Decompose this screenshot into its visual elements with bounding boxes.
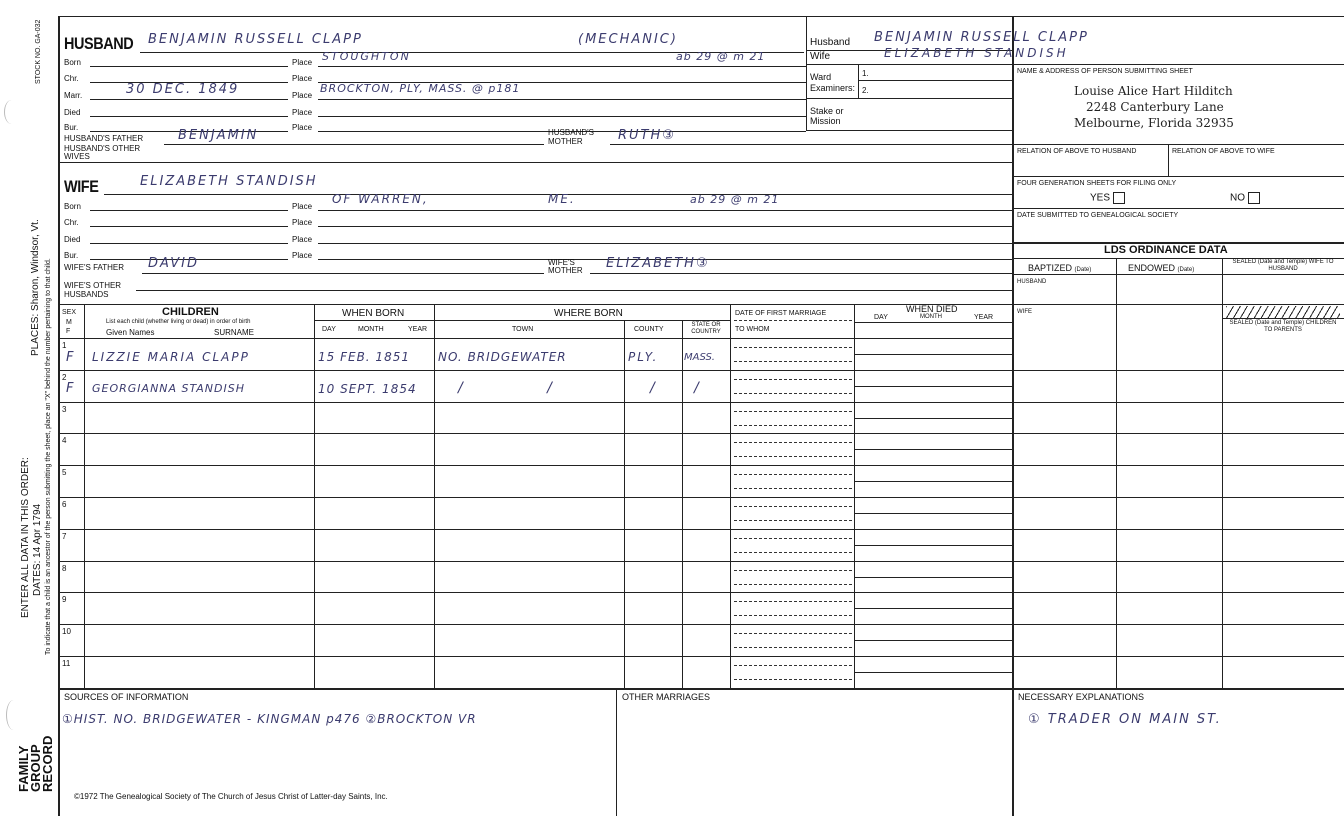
- child-1-name[interactable]: LIZZIE MARIA CLAPP: [92, 350, 250, 364]
- child-row-number: 11: [62, 659, 71, 668]
- surname-header: SURNAME: [214, 328, 255, 337]
- lds-row-divider: [1012, 497, 1344, 498]
- table-row-divider: [58, 402, 1012, 403]
- table-row-divider: [58, 370, 1012, 371]
- examiner-2: 2.: [862, 86, 869, 95]
- born-day-header: DAY: [322, 326, 336, 333]
- town-header: TOWN: [512, 326, 534, 333]
- wifes-father[interactable]: DAVID: [148, 256, 199, 271]
- endowed-text: ENDOWED: [1128, 263, 1175, 273]
- wife-label: WIFE: [64, 177, 99, 196]
- husband-chr-place-label: Place: [292, 74, 313, 83]
- child-row-number: 8: [62, 563, 67, 573]
- no-checkbox[interactable]: [1248, 192, 1260, 204]
- child-1-sex[interactable]: F: [66, 350, 76, 365]
- table-row-divider: [58, 592, 1012, 593]
- sealed-wife-label: SEALED (Date and Temple) WIFE TO HUSBAND: [1232, 259, 1334, 272]
- husband-died-place-label: Place: [292, 108, 313, 117]
- wife-born-state[interactable]: ME.: [548, 192, 576, 206]
- necessary-explanations-label: NECESSARY EXPLANATIONS: [1018, 692, 1145, 702]
- marriage-dash-line: [734, 520, 852, 521]
- baptized-label: [1028, 263, 1091, 273]
- submitter-label: NAME & ADDRESS OF PERSON SUBMITTING SHEET: [1017, 68, 1193, 75]
- when-died-header: WHEN DIED: [906, 304, 958, 314]
- marriage-dash-line: [734, 665, 852, 666]
- form-title: FAMILY GROUP RECORD: [16, 735, 55, 792]
- given-names-header: Given Names: [106, 328, 155, 337]
- died-divider: [854, 354, 1012, 355]
- husband-occupation[interactable]: (MECHANIC): [578, 32, 678, 47]
- marriage-dash-line: [734, 456, 852, 457]
- born-month-header: MONTH: [358, 326, 384, 333]
- husbands-mother-label: HUSBAND'S MOTHER: [548, 128, 594, 146]
- marriage-date[interactable]: 30 DEC. 1849: [126, 82, 240, 97]
- died-year-header: YEAR: [974, 314, 994, 321]
- husband-bur-label: Bur.: [64, 123, 79, 132]
- marriage-dash-line: [734, 347, 852, 348]
- stock-number: STOCK NO. GA-032: [35, 19, 42, 84]
- table-row-divider: [58, 497, 1012, 498]
- born-year-header: YEAR: [408, 326, 428, 333]
- husbands-other-wives-label: HUSBAND'S OTHER WIVES: [64, 144, 141, 161]
- marriage-dash-line: [734, 633, 852, 634]
- marriage-dash-line: [734, 601, 852, 602]
- marriage-dash-line: [734, 584, 852, 585]
- wife-died-place-label: Place: [292, 235, 313, 244]
- right-husband-label: Husband: [810, 37, 851, 48]
- child-row-number: 10: [62, 627, 71, 637]
- sources-label: SOURCES OF INFORMATION: [64, 692, 189, 702]
- sealed-children-label: SEALED (Date and Temple) CHILDREN TO PARENTS: [1229, 320, 1337, 333]
- lds-row-divider: [1012, 592, 1344, 593]
- lds-wife-label: WIFE: [1017, 309, 1032, 315]
- marriage-dash-line: [734, 506, 852, 507]
- lds-row-divider: [1012, 656, 1344, 657]
- marriage-dash-line: [734, 570, 852, 571]
- places-note: PLACES: Sharon, Windsor, Vt.: [30, 219, 41, 356]
- wife-name[interactable]: ELIZABETH STANDISH: [140, 174, 318, 189]
- wife-chr-label: Chr.: [64, 218, 79, 227]
- right-husband-name[interactable]: BENJAMIN RUSSELL CLAPP: [874, 30, 1089, 45]
- husband-died-label: Died: [64, 108, 81, 117]
- no-option[interactable]: [1230, 192, 1260, 204]
- yes-label: YES: [1090, 192, 1111, 204]
- marriage-dash-line: [734, 379, 852, 380]
- husband-born-note[interactable]: ab 29 @ m 21: [676, 50, 766, 63]
- lds-row-divider: [1012, 465, 1344, 466]
- right-wife-label: Wife: [810, 51, 830, 62]
- died-day-header: DAY: [874, 314, 888, 321]
- husbands-father-label: HUSBAND'S FATHER: [64, 134, 144, 143]
- where-born-header: WHERE BORN: [554, 308, 623, 319]
- marriage-dash-line: [734, 679, 852, 680]
- punch-hole: [6, 700, 21, 730]
- marriage-dash-line: [734, 552, 852, 553]
- wife-born-place-label: Place: [292, 202, 313, 211]
- child-row-number: 7: [62, 531, 67, 541]
- child-1-state[interactable]: MASS.: [684, 352, 715, 363]
- marriage-dash-line: [734, 361, 852, 362]
- child-row-number: 3: [62, 404, 67, 414]
- enter-all-note: ENTER ALL DATA IN THIS ORDER:: [20, 457, 31, 618]
- lds-row-divider: [1012, 402, 1344, 403]
- when-born-header: WHEN BORN: [342, 308, 405, 319]
- lds-title: LDS ORDINANCE DATA: [1104, 244, 1228, 256]
- wifes-mother-label: WIFE'S MOTHER: [548, 258, 583, 275]
- dates-note: DATES: 14 Apr 1794: [32, 503, 43, 596]
- child-row-number: 5: [62, 468, 67, 478]
- children-note: List each child (whether living or dead) in order of birth: [106, 319, 251, 325]
- marriage-dash-line: [734, 615, 852, 616]
- wifes-mother[interactable]: ELIZABETH③: [606, 256, 710, 271]
- wife-born-label: Born: [64, 202, 81, 211]
- died-divider: [854, 386, 1012, 387]
- lds-row-divider: [1012, 370, 1344, 371]
- endowed-label: [1128, 263, 1194, 273]
- explanations-value[interactable]: ① TRADER ON MAIN ST.: [1028, 712, 1222, 727]
- state-header: STATE OR COUNTRY: [691, 322, 721, 335]
- county-header: COUNTY: [634, 326, 664, 333]
- died-divider: [854, 449, 1012, 450]
- husband-chr-label: Chr.: [64, 74, 79, 83]
- no-label: NO: [1230, 192, 1245, 204]
- wife-born-note[interactable]: ab 29 @ m 21: [690, 193, 780, 206]
- marriage-place[interactable]: BROCKTON, PLY, MASS. @ p181: [320, 82, 521, 95]
- examiner-1: 1.: [862, 69, 869, 78]
- marriage-dash-line: [734, 538, 852, 539]
- died-month-header: MONTH: [920, 314, 942, 320]
- husband-label: HUSBAND: [64, 34, 134, 53]
- wife-chr-place-label: Place: [292, 218, 313, 227]
- child-2-town[interactable]: / /: [458, 380, 592, 396]
- lds-row-divider: [1012, 561, 1344, 562]
- other-marriages-label: OTHER MARRIAGES: [622, 692, 711, 702]
- died-divider: [854, 672, 1012, 673]
- died-divider: [854, 545, 1012, 546]
- submitter-name: Louise Alice Hart Hilditch: [1074, 84, 1233, 98]
- relation-wife-label: RELATION OF ABOVE TO WIFE: [1172, 148, 1275, 155]
- baptized-date-text: (Date): [1074, 267, 1092, 273]
- marriage-dash-line: [734, 393, 852, 394]
- husband-born-label: Born: [64, 58, 81, 67]
- right-wife-name[interactable]: ELIZABETH STANDISH: [884, 46, 1069, 60]
- wife-bur-label: Bur.: [64, 251, 79, 260]
- child-1-county[interactable]: PLY.: [628, 350, 659, 364]
- yes-checkbox[interactable]: [1113, 192, 1125, 204]
- child-2-sex[interactable]: F: [66, 381, 76, 396]
- table-row-divider: [58, 561, 1012, 562]
- date-submitted-label: DATE SUBMITTED TO GENEALOGICAL SOCIETY: [1017, 212, 1179, 219]
- child-row-number: 2: [62, 372, 67, 382]
- ancestor-instruction: To indicate that a child is an ancestor of the person submitting the sheet, place an "X" behind the number pertaining to that child.: [45, 258, 52, 655]
- sex-m: M: [66, 319, 72, 326]
- husband-born-place[interactable]: STOUGHTON: [322, 50, 411, 63]
- yes-option[interactable]: [1090, 192, 1125, 204]
- child-2-born[interactable]: 10 SEPT. 1854: [318, 382, 417, 396]
- punch-hole: [4, 100, 19, 124]
- child-1-born[interactable]: 15 FEB. 1851: [318, 350, 410, 364]
- hatched-block: [1226, 306, 1340, 318]
- child-1-town[interactable]: NO. BRIDGEWATER: [438, 350, 567, 364]
- husbands-mother[interactable]: RUTH③: [618, 128, 676, 143]
- husband-bur-place-label: Place: [292, 123, 313, 132]
- lds-husband-label: HUSBAND: [1017, 279, 1047, 285]
- marriage-dash-line: [734, 442, 852, 443]
- marriage-place-label: Place: [292, 91, 313, 100]
- husbands-father[interactable]: BENJAMIN: [178, 128, 259, 143]
- sex-f: F: [66, 328, 71, 335]
- husband-name[interactable]: BENJAMIN RUSSELL CLAPP: [148, 32, 363, 47]
- child-row-number: 6: [62, 500, 67, 509]
- submitter-street: 2248 Canterbury Lane: [1086, 100, 1224, 114]
- died-divider: [854, 608, 1012, 609]
- died-divider: [854, 481, 1012, 482]
- died-divider: [854, 513, 1012, 514]
- child-2-county[interactable]: /: [650, 380, 657, 396]
- children-header: CHILDREN: [162, 306, 219, 318]
- submitter-city: Melbourne, Florida 32935: [1074, 116, 1234, 130]
- table-row-divider: [58, 465, 1012, 466]
- table-row-divider: [58, 656, 1012, 657]
- table-row-divider: [58, 624, 1012, 625]
- marriage-dash-line: [734, 488, 852, 489]
- child-row-number: 4: [62, 436, 67, 446]
- copyright: ©1972 The Genealogical Society of The Church of Jesus Christ of Latter-day Saints, Inc.: [74, 792, 388, 801]
- table-row-divider: [58, 529, 1012, 530]
- baptized-text: BAPTIZED: [1028, 263, 1073, 273]
- table-row-divider: [58, 433, 1012, 434]
- sex-header: SEX: [62, 309, 77, 316]
- child-2-state[interactable]: /: [694, 380, 701, 396]
- died-divider: [854, 577, 1012, 578]
- wife-died-label: Died: [64, 235, 81, 244]
- lds-row-divider: [1012, 529, 1344, 530]
- to-whom-header: TO WHOM: [735, 326, 770, 333]
- marriage-dash-line: [734, 411, 852, 412]
- wifes-other-husbands-label: WIFE'S OTHER HUSBANDS: [64, 281, 122, 299]
- died-divider: [854, 418, 1012, 419]
- child-2-name[interactable]: GEORGIANNA STANDISH: [92, 382, 245, 395]
- lds-row-divider: [1012, 433, 1344, 434]
- four-gen-label: FOUR GENERATION SHEETS FOR FILING ONLY: [1017, 180, 1177, 187]
- relation-husband-label: RELATION OF ABOVE TO HUSBAND: [1017, 148, 1137, 155]
- stake-label: Stake or Mission: [810, 106, 844, 126]
- first-marriage-header: DATE OF FIRST MARRIAGE: [735, 310, 827, 317]
- lds-row-divider: [1012, 624, 1344, 625]
- marriage-dash-line: [734, 647, 852, 648]
- examiners-label: Examiners:: [810, 83, 856, 93]
- endowed-date-text: (Date): [1177, 267, 1195, 273]
- marriage-label: Marr.: [64, 91, 83, 100]
- marriage-dash-line: [734, 474, 852, 475]
- wife-bur-place-label: Place: [292, 251, 313, 260]
- ward-label: Ward: [810, 72, 832, 82]
- husband-born-place-label: Place: [292, 58, 313, 67]
- child-row-number: 1: [62, 341, 67, 350]
- sources-value[interactable]: ①HIST. NO. BRIDGEWATER - KINGMAN p476 ②BROCKTON VR: [62, 712, 477, 726]
- died-divider: [854, 640, 1012, 641]
- marriage-dash-line: [734, 425, 852, 426]
- wife-born-place[interactable]: OF WARREN,: [332, 192, 429, 206]
- wifes-father-label: WIFE'S FATHER: [64, 263, 125, 272]
- child-row-number: 9: [62, 595, 67, 605]
